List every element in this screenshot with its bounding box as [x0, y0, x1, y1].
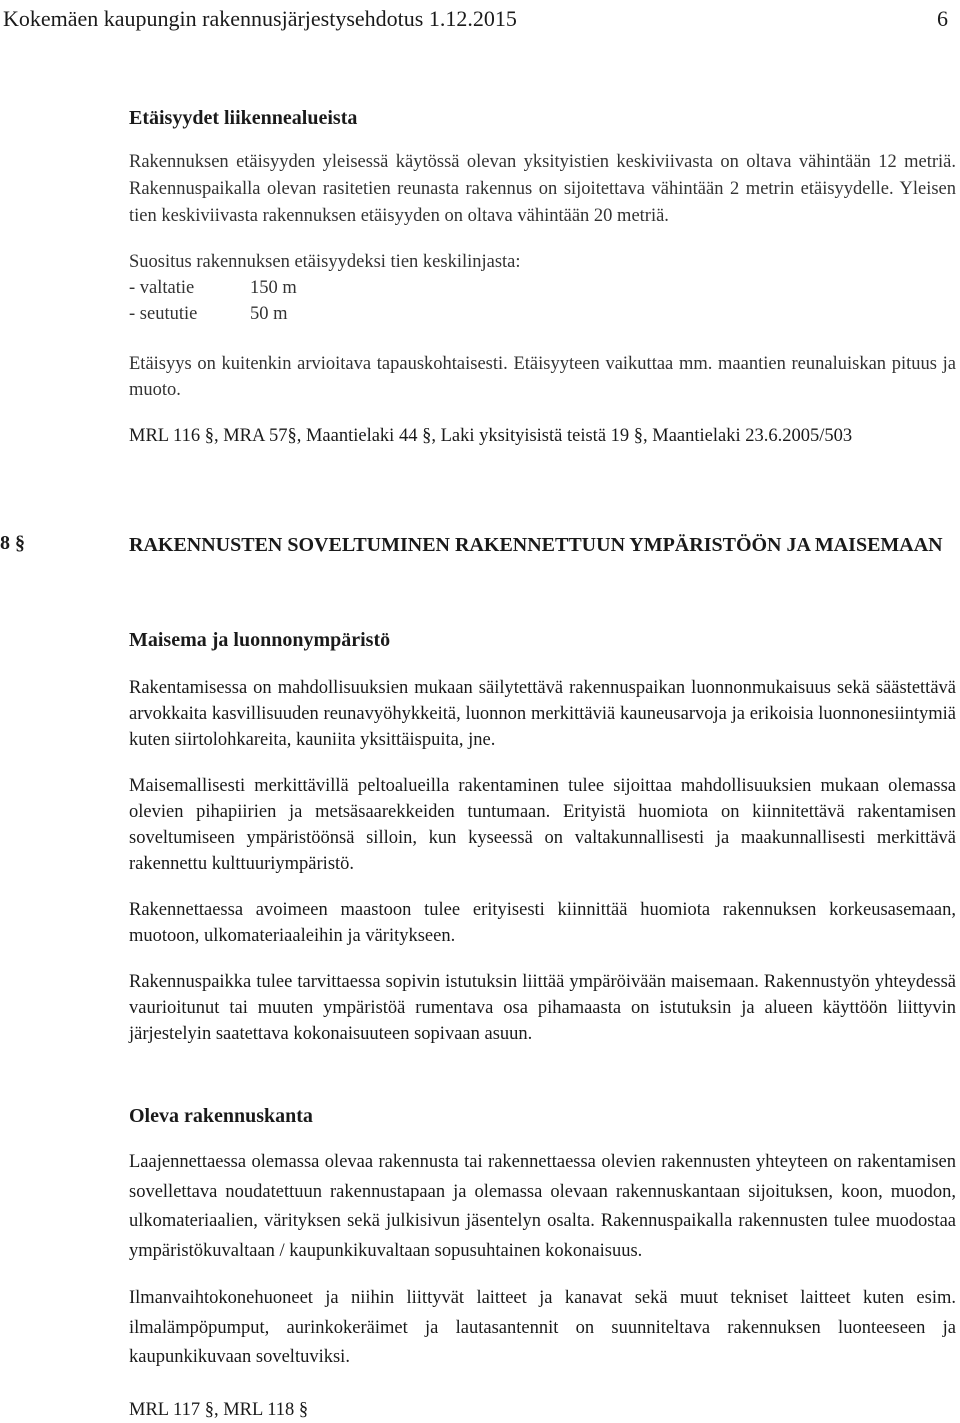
landscape-section: [129, 626, 956, 1047]
landscape-paragraph: Maisemallisesti merkittävillä peltoalueilla rakentaminen tulee sijoittaa mahdollisuuksien mukaan olemassa olevien pihapiirien ja metsäsaarekkeiden tuntumaan. Erityistä huomiota on kiinnitettävä rakentamisen soveltumiseen ympäristöönsä silloin, kun kyseessä on valtakunnallisesti ja maakunnallisesti merkittävä rakennettu kulttuuriympäristö.: [129, 776, 956, 874]
traffic-reference: MRL 116 §, MRA 57§, Maantielaki 44 §, Laki yksityisistä teistä 19 §, Maantielaki 23.6.2005/503: [129, 426, 853, 446]
landscape-heading: Maisema ja luonnonympäristö: [129, 629, 391, 651]
traffic-paragraph: Rakennuksen etäisyyden yleisessä käytössä olevan yksityistien keskiviivasta on oltava vähintään 12 metriä. Rakennuspaikalla olevan rasitetien reunasta rakennus on sijoitettava vähintään 2 metrin etäisyydelle. Yleisen tien keskiviivasta rakennuksen etäisyyden on oltava vähintään 20 metriä.: [129, 152, 956, 226]
list-item: - seututie 50 m: [129, 304, 288, 324]
list-item: - valtatie 150 m: [129, 278, 297, 298]
section-number: 8 §: [0, 532, 25, 554]
existing-heading: Oleva rakennuskanta: [129, 1105, 313, 1127]
traffic-section: [129, 104, 956, 449]
existing-paragraph: Laajennettaessa olemassa olevaa rakennusta tai rakennettaessa olevien rakennusten yhteyteen on rakentamisen sovellettava noudatettuun rakennustapaan ja olemassa olevaan rakennuskantaan sijoituksen, koon, muodon, ulkomateriaalien, värityksen sekä julkisivun jäsentelyn osalta. Rakennuspaikalla rakennusten tulee muodostaa ympäristökuvaltaan / kaupunkikuvaltaan sopusuhtainen kokonaisuus.: [129, 1152, 956, 1261]
section-title: RAKENNUSTEN SOVELTUMINEN RAKENNETTUUN YMPÄRISTÖÖN JA MAISEMAAN: [129, 534, 943, 556]
landscape-paragraph: Rakennuspaikka tulee tarvittaessa sopivin istutuksin liittää ympäröivään maisemaan. Rakennustyön yhteydessä vaurioitunut tai muuten ympäristöä rumentava osa pihamaasta on istutuksin ja alueen käyttöön liittyvin järjestelyin saatettava kokonaisuuteen sopivaan asuun.: [129, 972, 956, 1044]
page-number: 6: [937, 6, 948, 31]
recommendation-intro: Suositus rakennuksen etäisyydeksi tien keskilinjasta:: [129, 252, 521, 272]
traffic-heading: Etäisyydet liikennealueista: [129, 107, 358, 129]
page-header: [3, 4, 948, 34]
existing-reference: MRL 117 §, MRL 118 §: [129, 1399, 309, 1420]
existing-paragraph: Ilmanvaihtokonehuoneet ja niihin liittyvät laitteet ja kanavat sekä muut tekniset laitteet kuten esim. ilmalämpöpumput, aurinkokeräimet ja lautasantennit on suunniteltava rakennuksen luonteeseen ja kaupunkikuvaan soveltuviksi.: [129, 1288, 956, 1367]
document-title: Kokemäen kaupungin rakennusjärjestysehdotus 1.12.2015: [3, 6, 517, 31]
existing-buildings-section: [129, 1102, 956, 1423]
landscape-paragraph: Rakentamisessa on mahdollisuuksien mukaan säilytettävä rakennuspaikan luonnonmukaisuus sekä säästettävä arvokkaita kasvillisuuden reunavyöhykkeitä, luonnon merkittäviä kauneusarvoja ja erikoisia luonnonesiintymiä kuten siirtolohkareita, kauniita yksittäispuita, jne.: [129, 678, 956, 750]
traffic-note: Etäisyys on kuitenkin arvioitava tapauskohtaisesti. Etäisyyteen vaikuttaa mm. maantien reunaluiskan pituus ja muoto.: [129, 354, 956, 400]
landscape-paragraph: Rakennettaessa avoimeen maastoon tulee erityisesti kiinnittää huomiota rakennuksen korkeusasemaan, muotoon, ulkomateriaaleihin ja väritykseen.: [129, 900, 956, 946]
